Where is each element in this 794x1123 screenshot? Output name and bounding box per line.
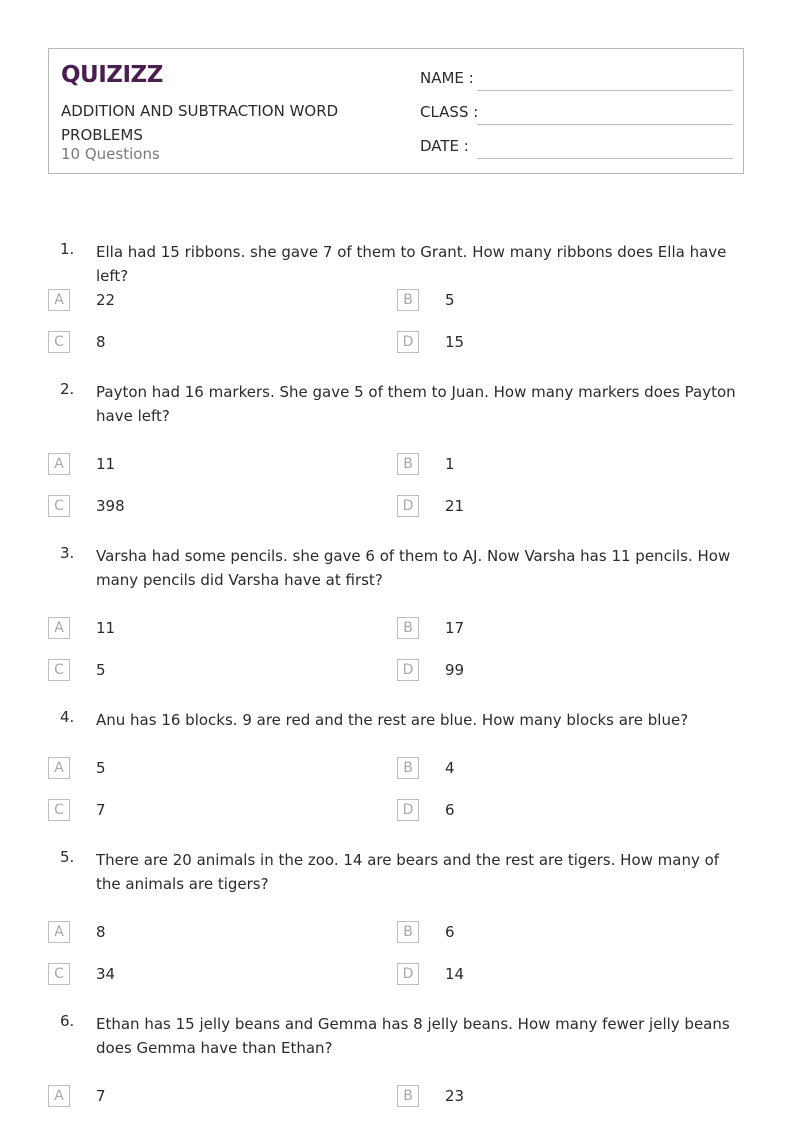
- option-c-text: 7: [96, 801, 106, 819]
- option-d-box[interactable]: D: [397, 331, 419, 353]
- question-text: Payton had 16 markers. She gave 5 of them to Juan. How many markers does Payton have left?: [96, 383, 736, 425]
- option-c-text: 34: [96, 965, 116, 983]
- brand-name: QUIZIZZ: [61, 62, 163, 86]
- question-text: Ethan has 15 jelly beans and Gemma has 8 jelly beans. How many fewer jelly beans does Gemma have than Ethan?: [96, 1015, 730, 1057]
- worksheet-header: [48, 48, 744, 174]
- option-b-box[interactable]: B: [397, 617, 419, 639]
- question-text: Ella had 15 ribbons. she gave 7 of them to Grant. How many ribbons does Ella have left?: [96, 243, 727, 285]
- option-d-text: 14: [445, 965, 465, 983]
- option-d-box[interactable]: D: [397, 495, 419, 517]
- name-line[interactable]: [477, 90, 733, 91]
- option-c-text: 8: [96, 333, 106, 351]
- option-d-box[interactable]: D: [397, 799, 419, 821]
- option-a-text: 7: [96, 1087, 106, 1105]
- question-text: Anu has 16 blocks. 9 are red and the rest are blue. How many blocks are blue?: [96, 711, 689, 729]
- question-text: Varsha had some pencils. she gave 6 of them to AJ. Now Varsha has 11 pencils. How many pencils did Varsha have at first?: [96, 547, 731, 589]
- question-number: 6.: [60, 1012, 75, 1030]
- question-text: There are 20 animals in the zoo. 14 are bears and the rest are tigers. How many of the animals are tigers?: [96, 851, 720, 893]
- question-number: 2.: [60, 380, 75, 398]
- option-c-text: 5: [96, 661, 106, 679]
- option-b-text: 23: [445, 1087, 465, 1105]
- option-a-box[interactable]: A: [48, 1085, 70, 1107]
- option-b-text: 1: [445, 455, 455, 473]
- name-label: NAME :: [420, 69, 474, 87]
- option-d-text: 15: [445, 333, 465, 351]
- worksheet-title: ADDITION AND SUBTRACTION WORD PROBLEMS: [61, 102, 339, 144]
- option-a-text: 8: [96, 923, 106, 941]
- option-b-text: 5: [445, 291, 455, 309]
- option-c-text: 398: [96, 497, 125, 515]
- option-a-box[interactable]: A: [48, 453, 70, 475]
- option-d-text: 6: [445, 801, 455, 819]
- class-label: CLASS :: [420, 103, 479, 121]
- option-b-box[interactable]: B: [397, 921, 419, 943]
- question-count: 10 Questions: [61, 145, 160, 163]
- date-line[interactable]: [477, 158, 733, 159]
- option-c-box[interactable]: C: [48, 963, 70, 985]
- option-a-text: 11: [96, 619, 116, 637]
- option-b-box[interactable]: B: [397, 757, 419, 779]
- option-a-box[interactable]: A: [48, 921, 70, 943]
- option-d-box[interactable]: D: [397, 963, 419, 985]
- option-a-box[interactable]: A: [48, 289, 70, 311]
- question-number: 3.: [60, 544, 75, 562]
- class-line[interactable]: [477, 124, 733, 125]
- option-c-box[interactable]: C: [48, 495, 70, 517]
- option-c-box[interactable]: C: [48, 659, 70, 681]
- quizizz-logo: [61, 60, 181, 86]
- option-a-text: 22: [96, 291, 116, 309]
- option-b-box[interactable]: B: [397, 453, 419, 475]
- option-d-text: 99: [445, 661, 465, 679]
- question-number: 5.: [60, 848, 75, 866]
- question-number: 1.: [60, 240, 75, 258]
- option-a-box[interactable]: A: [48, 757, 70, 779]
- date-label: DATE :: [420, 137, 469, 155]
- option-d-box[interactable]: D: [397, 659, 419, 681]
- option-b-text: 6: [445, 923, 455, 941]
- option-a-box[interactable]: A: [48, 617, 70, 639]
- option-c-box[interactable]: C: [48, 331, 70, 353]
- question-number: 4.: [60, 708, 75, 726]
- option-a-text: 11: [96, 455, 116, 473]
- option-b-text: 4: [445, 759, 455, 777]
- option-b-box[interactable]: B: [397, 289, 419, 311]
- option-b-box[interactable]: B: [397, 1085, 419, 1107]
- option-b-text: 17: [445, 619, 465, 637]
- option-c-box[interactable]: C: [48, 799, 70, 821]
- option-a-text: 5: [96, 759, 106, 777]
- option-d-text: 21: [445, 497, 465, 515]
